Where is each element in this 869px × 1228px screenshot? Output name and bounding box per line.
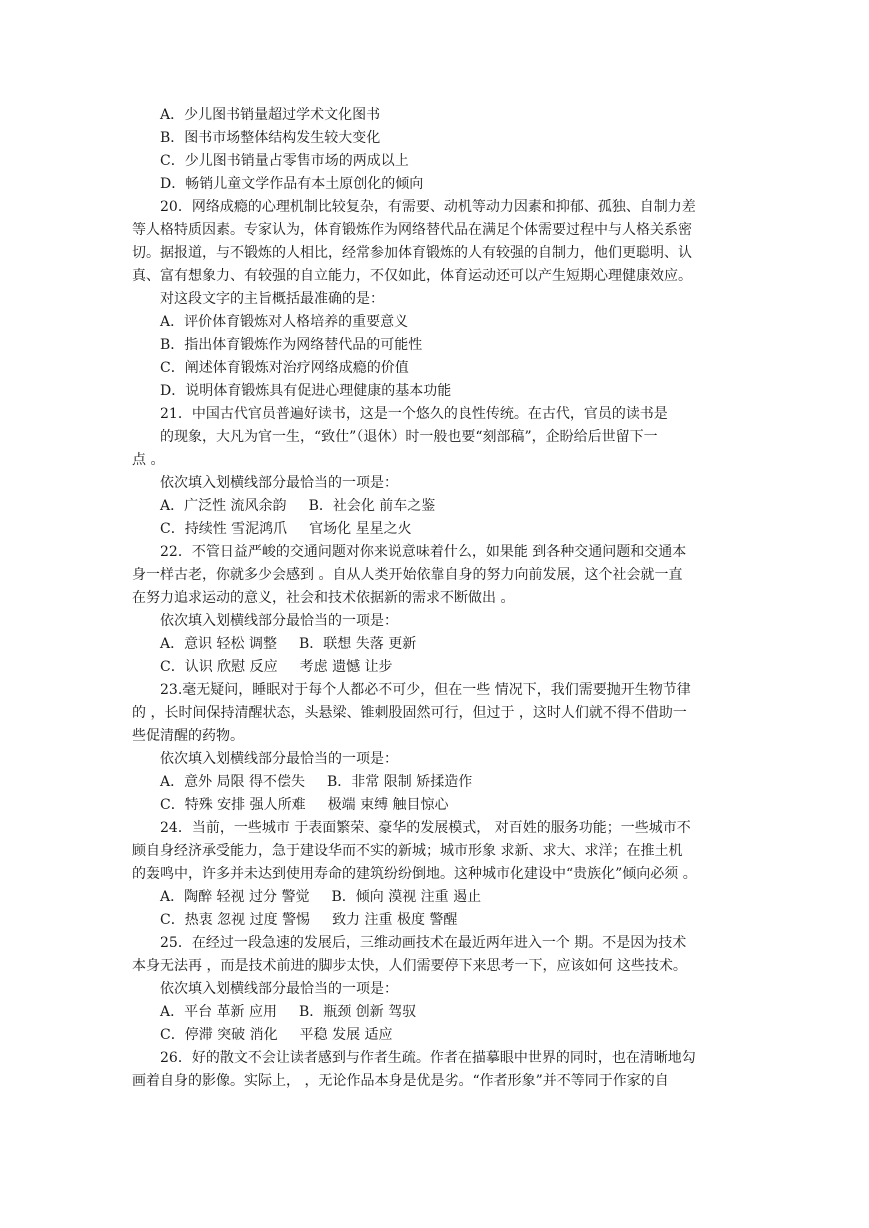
q21-option-d: 官场化 星星之火 [309, 521, 412, 537]
q23-option-b: B．非常 限制 矫揉造作 [327, 774, 473, 790]
q25-options-row [0, 1001, 869, 1024]
q20-text-line: 等人格特质因素。专家认为，体育锻炼作为网络替代品在满足个体需要过程中与人格关系密 [132, 222, 692, 238]
q20-text-line: 20．网络成瘾的心理机制比较复杂，有需要、动机等动力因素和抑郁、孤独、自制力差 [160, 199, 696, 215]
q24-options-row [0, 886, 869, 909]
q25-prompt: 依次填入划横线部分最恰当的一项是： [160, 981, 398, 997]
q20-option-b: B．指出体育锻炼作为网络替代品的可能性 [160, 337, 423, 353]
q19-option-c: C．少儿图书销量占零售市场的两成以上 [160, 153, 409, 169]
q25-option-b: B．瓶颈 创新 驾驭 [299, 1004, 417, 1020]
q23-options-row [0, 771, 869, 794]
q22-text-line: 22．不管日益严峻的交通问题对你来说意味着什么，如果能 到各种交通问题和交通本 [160, 544, 687, 560]
q21-option-b: B．社会化 前车之鉴 [308, 498, 436, 514]
q22-options-row [0, 633, 869, 656]
q19-option-b: B．图书市场整体结构发生较大变化 [160, 130, 381, 146]
q23-prompt: 依次填入划横线部分最恰当的一项是： [160, 751, 398, 767]
q23-options-row [0, 794, 869, 817]
q25-options-row [0, 1024, 869, 1047]
q21-text-line: 的现象，大凡为官一生，“致仕”（退休）时一般也要“刻部稿”，企盼给后世留下一 [160, 429, 658, 445]
q20-text-line: 真、富有想象力、有较强的自立能力，不仅如此，体育运动还可以产生短期心理健康效应。 [132, 268, 692, 284]
q22-prompt: 依次填入划横线部分最恰当的一项是： [160, 613, 398, 629]
q23-text-line: 的 ，长时间保持清醒状态，头悬梁、锥刺股固然可行，但过于 ，这时人们就不得不借助一 [132, 705, 687, 721]
q21-option-a: A．广泛性 流风余韵 [160, 498, 287, 514]
q24-option-b: B．倾向 漠视 注重 遏止 [331, 889, 482, 905]
q19-option-d: D．畅销儿童文学作品有本土原创化的倾向 [160, 176, 424, 192]
q21-text-line: 21．中国古代官员普遍好读书，这是一个悠久的良性传统。在古代，官员的读书是 [160, 406, 668, 422]
q21-options-row [0, 495, 869, 518]
q22-text-line: 身一样古老，你就多少会感到 。自从人类开始依靠自身的努力向前发展，这个社会就一直 [132, 567, 683, 583]
q22-option-a: A．意识 轻松 调整 [160, 636, 278, 652]
q21-prompt: 依次填入划横线部分最恰当的一项是： [160, 475, 398, 491]
q24-option-a: A．陶醉 轻视 过分 警觉 [160, 889, 310, 905]
q24-text-line: 24．当前，一些城市 于表面繁荣、豪华的发展模式， 对百姓的服务功能；一些城市不 [160, 820, 691, 836]
q25-option-c: C．停滞 突破 消化 [160, 1027, 278, 1043]
q26-text-line: 26．好的散文不会让读者感到与作者生疏。作者在描摹眼中世界的同时，也在清晰地勾 [160, 1050, 696, 1066]
q20-option-d: D．说明体育锻炼具有促进心理健康的基本功能 [160, 383, 452, 399]
q25-option-a: A．平台 革新 应用 [160, 1004, 278, 1020]
q20-option-a: A．评价体育锻炼对人格培养的重要意义 [160, 314, 409, 330]
q26-text-line: 画着自身的影像。实际上， ，无论作品本身是优是劣。“作者形象”并不等同于作家的自 [132, 1073, 669, 1089]
q19-option-a: A．少儿图书销量超过学术文化图书 [160, 107, 381, 123]
q23-option-d: 极端 束缚 触目惊心 [327, 797, 449, 813]
q22-option-c: C．认识 欣慰 反应 [160, 659, 278, 675]
q23-option-c: C．特殊 安排 强人所难 [160, 797, 306, 813]
q25-text-line: 本身无法再 ，而是技术前进的脚步太快，人们需要停下来思考一下，应该如何 这些技术。 [132, 958, 687, 974]
q25-option-d: 平稳 发展 适应 [299, 1027, 393, 1043]
q21-option-c: C．持续性 雪泥鸿爪 [160, 521, 288, 537]
q21-text-line: 点 。 [132, 452, 165, 468]
q24-option-c: C．热衷 忽视 过度 警惕 [160, 912, 311, 928]
q22-option-b: B．联想 失落 更新 [299, 636, 417, 652]
q24-text-line: 的轰鸣中，许多并未达到使用寿命的建筑纷纷倒地。这种城市化建设中“贵族化”倾向必须 。 [132, 866, 697, 882]
q24-text-line: 顾自身经济承受能力，急于建设华而不实的新城；城市形象 求新、求大、求洋；在推土机 [132, 843, 683, 859]
q21-options-row [0, 518, 869, 541]
q20-text-line: 切。据报道，与不锻炼的人相比，经常参加体育锻炼的人有较强的自制力，他们更聪明、认 [132, 245, 692, 261]
q22-option-d: 考虑 遗憾 让步 [299, 659, 393, 675]
q23-text-line: 23.毫无疑问，睡眠对于每个人都必不可少，但在一些 情况下，我们需要抛开生物节律 [160, 682, 691, 698]
q22-text-line: 在努力追求运动的意义，社会和技术依据新的需求不断做出 。 [132, 590, 515, 606]
q24-option-d: 致力 注重 极度 警醒 [332, 912, 458, 928]
q25-text-line: 25．在经过一段急速的发展后，三维动画技术在最近两年进入一个 期。不是因为技术 [160, 935, 687, 951]
q24-options-row [0, 909, 869, 932]
q20-option-c: C．阐述体育锻炼对治疗网络成瘾的价值 [160, 360, 409, 376]
q20-prompt: 对这段文字的主旨概括最准确的是： [160, 291, 384, 307]
q23-option-a: A．意外 局限 得不偿失 [160, 774, 306, 790]
q23-text-line: 些促清醒的药物。 [132, 728, 244, 744]
q22-options-row [0, 656, 869, 679]
